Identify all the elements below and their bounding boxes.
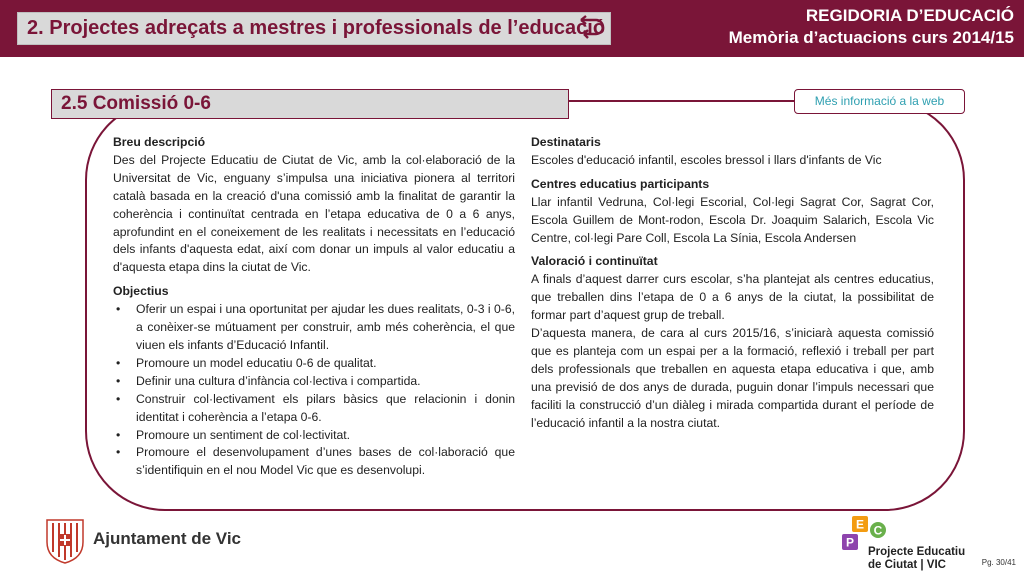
section-title-box (17, 12, 611, 45)
section-title: 2. Projectes adreçats a mestres i professionals de l’educació (27, 17, 606, 39)
list-item: • Definir una cultura d’infància col·lectiva i compartida. (113, 373, 515, 391)
ajuntament-label: Ajuntament de Vic (93, 529, 241, 548)
pe-badge-p: P (845, 535, 855, 550)
pe-badge-e: E (855, 517, 865, 532)
org-title: REGIDORIA D’EDUCACIÓ (805, 6, 1014, 25)
pe-label-line1: Projecte Educatiu (868, 546, 966, 558)
page-number: Pg. 30/41 (981, 558, 1016, 567)
return-arrow-icon[interactable] (576, 14, 606, 42)
vic-coat-of-arms-icon (45, 518, 85, 564)
more-info-web-link[interactable]: Més informació a la web (794, 89, 965, 114)
valoracio-paragraph-1: A finals d’aquest darrer curs escolar, s’ha plantejat als centres educatius, que treballen dins l’etapa de 0 a 6 anys de la ciutat, la possibilitat de formar part d’aquest grup de treball. (531, 272, 934, 323)
right-column (531, 134, 934, 433)
valoracio-paragraph-2: D’aquesta manera, de cara al curs 2015/16, s’iniciarà aquesta comissió que es planteja com un espai per a la formació, reflexió i treball per part dels professionals que treballen en aquesta etapa educativa i que, amb una previsió de dos anys de durada, puguin donar l’impuls necessari que faciliti la construcció d’un diàleg i mirada compartida durant el període de l’educació infantil a la nostra ciutat. (531, 326, 934, 430)
subsection-title: 2.5 Comissió 0-6 (61, 93, 211, 114)
list-item: • Promoure el desenvolupament d’unes bases de col·laboració que s’identifiquin en el nou Model Vic que es desenvolupi. (113, 444, 515, 480)
left-column (113, 134, 515, 480)
centres-heading: Centres educatius participants (531, 176, 710, 191)
destinataris-text: Escoles d'educació infantil, escoles bressol i llars d'infants de Vic (531, 152, 882, 167)
objectives-list (113, 301, 515, 480)
pe-label-line2: de Ciutat | VIC (868, 559, 946, 571)
org-subtitle: Memòria d’actuacions curs 2014/15 (728, 28, 1014, 47)
description-text: Des del Projecte Educatiu de Ciutat de Vic, amb la col·elaboració de la Universitat de Vic, enguany s’impulsa una iniciativa pionera al territori català basada en la creació d'una comissió amb la finalitat de garantir la coherència i continuïtat centrada en l’etapa educativa de 0 a 6 anys, aprofundint en el coneixement de les realitats i necessitats en l’educació dels infants d'aquesta edat, així com donar un impuls al valor educatiu a d'aquesta etapa dins la ciutat de Vic. (113, 152, 515, 275)
list-item: • Promoure un sentiment de col·lectivitat. (113, 427, 515, 445)
subsection-title-box (51, 89, 569, 119)
centres-text: Llar infantil Vedruna, Col·legi Escorial, Col·legi Sagrat Cor, Sagrat Cor, Escola Guillem de Mont-rodon, Escola Dr. Joaquim Salarich, Escola Vic Centre, col·legi Pare Coll, Escola La Sínia, Escola Andersen (531, 194, 934, 245)
org-header (729, 5, 1014, 49)
list-item: • Promoure un model educatiu 0-6 de qualitat. (113, 355, 515, 373)
objectives-heading: Objectius (113, 284, 169, 299)
pe-badge-c: C (873, 523, 883, 538)
description-heading: Breu descripció (113, 135, 206, 149)
list-item: • Construir col·lectivament els pilars bàsics que relacionin i donin identitat i coherència a l’etapa 0-6. (113, 391, 515, 427)
valoracio-heading: Valoració i continuïtat (531, 254, 658, 269)
destinataris-heading: Destinataris (531, 135, 601, 149)
list-item: • Oferir un espai i una oportunitat per ajudar les dues realitats, 0-3 i 0-6, a conèixer-se mútuament per construir, amb més coherència, el que viuen els infants d’Educació Infantil. (113, 301, 515, 355)
